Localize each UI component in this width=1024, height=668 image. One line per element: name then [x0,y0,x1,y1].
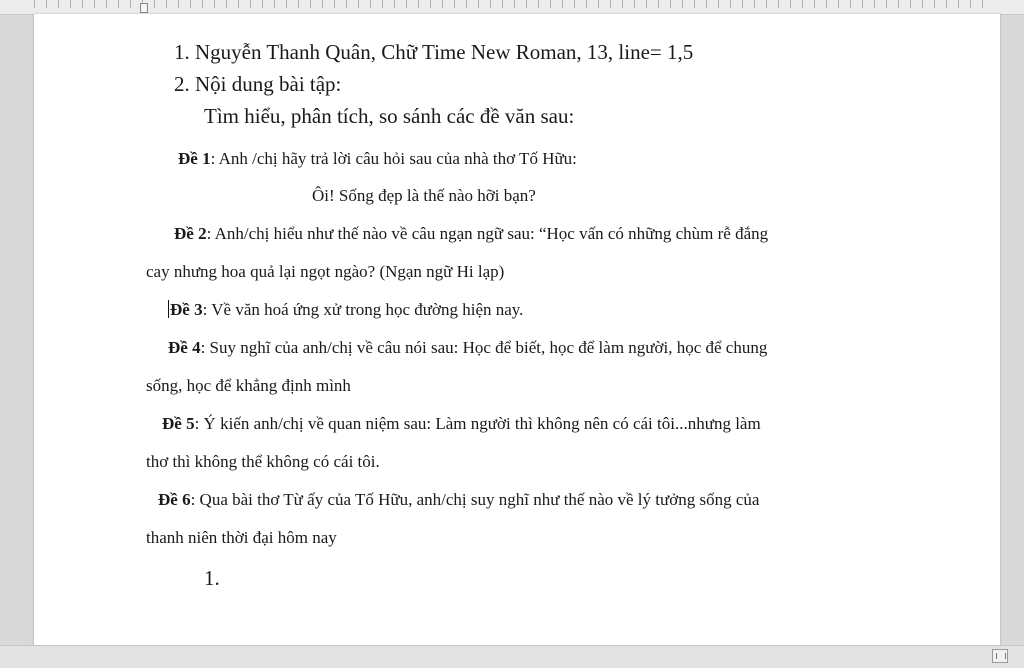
de1-paragraph [178,149,577,169]
de3-label: Đề 3 [170,300,203,319]
de1-text: : Anh /chị hãy trả lời câu hỏi sau của nhà thơ Tố Hữu: [210,149,577,168]
de1-quote: Ôi! Sống đẹp là thế nào hỡi bạn? [312,186,536,205]
status-bar [0,645,1024,668]
intro-line: Tìm hiểu, phân tích, so sánh các đề văn sau: [204,104,575,128]
de3-text: : Về văn hoá ứng xử trong học đường hiện nay. [202,300,524,319]
de3-paragraph [168,300,523,320]
de2-continuation: cay nhưng hoa quả lại ngọt ngào? (Ngạn ngữ Hi lạp) [146,262,505,281]
text-cursor [168,300,169,318]
indent-marker[interactable] [140,3,148,13]
de5-paragraph [162,414,761,434]
de2-paragraph [174,224,768,244]
de4-text: : Suy nghĩ của anh/chị về câu nói sau: Học để biết, học để làm người, học để chung [200,338,768,357]
de4-paragraph [168,338,767,358]
de6-paragraph [158,490,759,510]
page-layout-icon[interactable] [992,649,1008,663]
de6-text: : Qua bài thơ Từ ấy của Tố Hữu, anh/chị suy nghĩ như thế nào về lý tưởng sống của [190,490,760,509]
ruler-ticks [34,0,990,8]
de2-label: Đề 2 [174,224,207,243]
de6-label: Đề 6 [158,490,191,509]
horizontal-ruler[interactable] [0,0,1024,15]
de5-label: Đề 5 [162,414,195,433]
list-text: Nội dung bài tập: [195,72,342,96]
de5-continuation: thơ thì không thể không có cái tôi. [146,452,380,471]
list-item-1 [174,40,693,65]
list-number: 2. [174,72,190,96]
empty-list-item: 1. [204,566,220,590]
de1-label: Đề 1 [178,149,211,168]
list-text: Nguyễn Thanh Quân, Chữ Time New Roman, 13, line= 1,5 [195,40,694,64]
de6-continuation: thanh niên thời đại hôm nay [146,528,337,547]
de2-text: : Anh/chị hiểu như thế nào về câu ngạn ngữ sau: “Học vấn có những chùm rễ đắng [206,224,769,243]
de4-continuation: sống, học để khẳng định mình [146,376,351,395]
de5-text: : Ý kiến anh/chị về quan niệm sau: Làm người thì không nên có cái tôi...nhưng làm [194,414,761,433]
list-number: 1. [174,40,190,64]
document-page[interactable] [34,14,1000,645]
de4-label: Đề 4 [168,338,201,357]
list-item-2 [174,72,341,97]
